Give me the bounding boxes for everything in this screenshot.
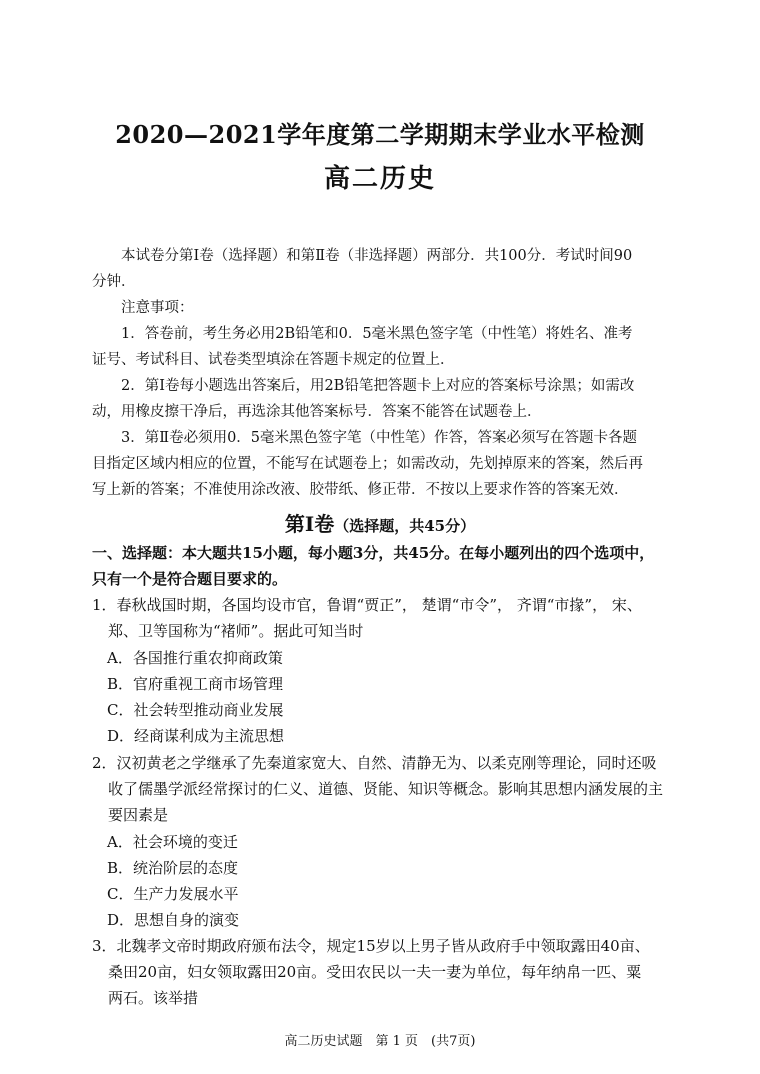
section-instruction-2: 只有一个是符合题目要求的。	[92, 570, 288, 588]
question-1-line-2: 郑、卫等国称为“褚师”。据此可知当时	[108, 622, 364, 640]
question-2-option-c: C．生产力发展水平	[107, 885, 239, 903]
notice-3b: 目指定区域内相应的位置，不能写在试题卷上；如需改动，先划掉原来的答案，然后再	[92, 456, 643, 472]
question-2-line-2: 收了儒墨学派经常探讨的仁义、道德、贤能、知识等概念。影响其思想内涵发展的主	[108, 780, 664, 798]
question-3-line-3: 两石。该举措	[108, 989, 199, 1007]
notice-1b: 证号、考试科目、试卷类型填涂在答题卡规定的位置上．	[92, 352, 455, 368]
question-3-line-1: 3．北魏孝文帝时期政府颁布法令，规定15岁以上男子皆从政府手中领取露田40亩、	[92, 937, 650, 955]
question-2-option-d: D．思想自身的演变	[107, 911, 240, 929]
question-2-option-b: B．统治阶层的态度	[107, 859, 239, 877]
section-name: 第Ⅰ卷	[284, 512, 335, 536]
question-2-line-1: 2．汉初黄老之学继承了先秦道家宽大、自然、清静无为、以柔克刚等理论，同时还吸	[92, 754, 657, 772]
question-1-option-a: A．各国推行重农抑商政策	[107, 649, 283, 667]
question-1-option-d: D．经商谋利成为主流思想	[107, 727, 285, 745]
notice-1a: 1．答卷前，考生务必用2B铅笔和0．5毫米黑色签字笔（中性笔）将姓名、准考	[121, 326, 633, 342]
notice-2b: 动，用橡皮擦干净后，再选涂其他答案标号．答案不能答在试题卷上．	[92, 404, 542, 420]
page-footer: 高二历史试题 第 1 页 (共7页)	[284, 1034, 476, 1049]
subject-title: 高二历史	[323, 164, 436, 194]
exam-title: 2020—2021学年度第二学期期末学业水平检测	[115, 120, 645, 149]
notice-3c: 写上新的答案；不准使用涂改液、胶带纸、修正带．不按以上要求作答的答案无效．	[92, 482, 629, 498]
section-heading	[0, 508, 760, 537]
notice-title: 注意事项：	[121, 300, 194, 316]
question-1-option-b: B．官府重视工商市场管理	[107, 675, 284, 693]
intro-line-2: 分钟．	[92, 274, 136, 290]
notice-2a: 2．第Ⅰ卷每小题选出答案后，用2B铅笔把答题卡上对应的答案标号涂黑；如需改	[121, 378, 635, 394]
question-2-line-3: 要因素是	[108, 806, 169, 824]
section-detail: （选择题，共45分）	[334, 517, 476, 535]
section-instruction-1: 一、选择题：本大题共15小题，每小题3分，共45分。在每小题列出的四个选项中，	[92, 544, 655, 562]
notice-3a: 3．第Ⅱ卷必须用0．5毫米黑色签字笔（中性笔）作答，答案必须写在答题卡各题	[121, 430, 638, 446]
question-1-option-c: C．社会转型推动商业发展	[107, 701, 284, 719]
question-3-line-2: 桑田20亩，妇女领取露田20亩。受田农民以一夫一妻为单位，每年纳帛一匹、粟	[108, 963, 642, 981]
question-2-option-a: A．社会环境的变迁	[107, 833, 238, 851]
intro-line-1: 本试卷分第Ⅰ卷（选择题）和第Ⅱ卷（非选择题）两部分．共100分．考试时间90	[121, 248, 633, 264]
question-1-line-1: 1．春秋战国时期，各国均设市官，鲁谓“贾正”， 楚谓“市令”， 齐谓“市掾”， 宋、	[92, 596, 642, 614]
